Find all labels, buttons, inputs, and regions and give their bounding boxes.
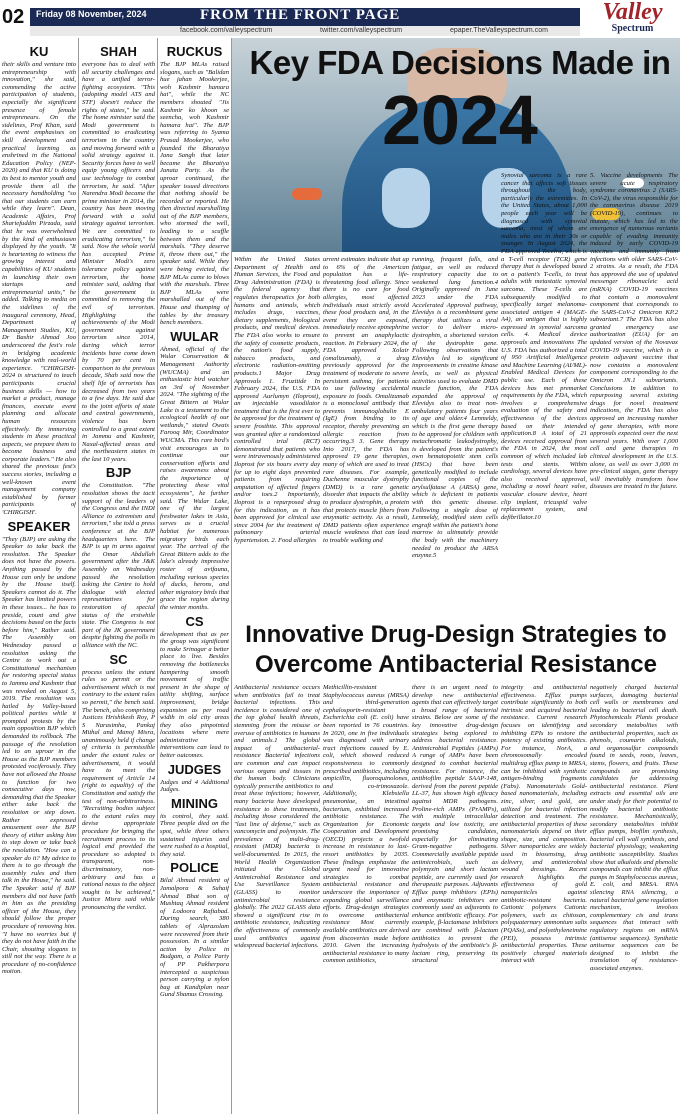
- logo-word-spectrum: Spectrum: [611, 23, 654, 34]
- photo-glove-left: [382, 168, 430, 228]
- lead-story-text: Synovial sarcoma is a rare cancer that affects soft tissues throughout the body, particularly the extremities. In the United States, about 1,000 people each year will be diagnosed with synovial sarcoma, most of whom are males who are in their 30s or younger. In August 2024, the FDA approved Tecelra, which is a T-cell receptor (TCR) gene therapy that is developed based on a patient's T-cells, to treat adults with metastatic synovial sarcoma. These T-cells are subsequently modified to specifically target melanoma-associated antigen 4 (MAGE-A4), an antigen that is highly expressed in synovial sarcoma cells. 4. Medical device approvals and innovations The U.S. FDA has authorized a total of 950 Artificial Intelligence and Machine Learning (AI/ML)-Enabled Medical Devices for public use. Each of these devices has met premarket requirements by the FDA, which involves a comprehensive evaluation of the safety and effectiveness of the devices based on their intended application.8 A total of 21 devices received approval from the FDA in 2024, the most common of which included lab tests and stents. Within cardiology, several devices have also received approval, including a novel heart valve, vascular closure device, heart clip implant, tricuspid valve replacement system, and defibrillator.10: [501, 172, 587, 521]
- second-story-text: Antibacterial resistance occurs when antibiotics fail to treat bacterial infections. This incidence is considered one of the top global health threats, stemming from the misuse or overuse of antibiotics in humans and animals.1 The global impact of antibacterial-resistance Bacterial infections are common and can impact various organs and tissues in the human body. Clinicians typically prescribe antibiotics to treat these infections; however, many bacteria have developed resistance to these treatments, including those considered the "last line of defense," such as vancomycin and polymyxin. The prevalence of multi-drug-resistant (MDR) bacteria is well-documented. In 2015, the World Health Organization initiated the Global Antimicrobial Resistance and Use Surveillance System (GLASS) to monitor antimicrobial resistance globally. The 2022 GLASS data showed a significant rise in antibiotic resistance, indicating the effectiveness of commonly used antibiotics against widespread bacterial infections.: [234, 684, 320, 950]
- epaper-link[interactable]: epaper.TheValleyspectrum.com: [450, 27, 548, 34]
- section-title: FROM THE FRONT PAGE: [200, 7, 401, 23]
- lead-headline-year: 2024: [382, 81, 538, 159]
- second-story-column-2: [323, 684, 409, 1112]
- page-header: [0, 0, 680, 36]
- second-story-text: integrity and antibacterial effectiveness. Efflux pumps contribute significantly to both intrinsic and acquired bacterial resistance. Current research focuses on identifying and inhibiting EPIs to restore the potency of existing antibiotics. For instance, NorA, a chromosomally encoded multidrug efflux pump in MRSA, can be inhibited with synthetic antigen-binding fragments (Fabs). Nanomaterials Gold-based nanomaterials, including zinc, silver, and gold, are utilized for bacterial infection detection and treatment. The antibacterial properties of these nanomaterials depend on their shape, size, and composition. Silver nanoparticles are widely used in biosensing, drug delivery, and antimicrobial wound dressings. Recent research highlights the effectiveness of gold nanoparticles against antibiotic-resistant bacteria. Cationic polymers Cationic polymers, such as chitosan, polyquaternary ammonium salts (PQASs), and polyethyleneimine (PEI), possess intrinsic antibacterial properties. These positively charged materials interact with: [501, 684, 587, 965]
- story-heading-judges: JUDGES: [167, 761, 222, 777]
- photo-pill: [292, 188, 322, 200]
- story-body-shah: everyone has to deal with all security challenges and have a unified terror-fighting ecosystem. "This (adopting model ATS and STF) doesn't reduce the rights of states," he said. The home minister said the Modi government is committed to eradicating terrorism in the country and moving forward with a solid strategy against it. Security forces have to well equip young officers and use technology to combat terrorism, he said. "After Narendra Modi became the prime minister in 2014, the country has been moving forward with a solid strategy against terrorism. We are committed to eradicating terrorism," he said. Now the whole world has accepted Prime Minister Modi's zero tolerance policy against terrorism, the home minister said, adding that the government is committed to removing the evil of terrorism. Highlighting the achievements of the Modi government against terrorism since 2014, during which terror incidents have come down by 70 per cent in comparison to the previous decade, Shah said now the shelf life of terrorists has decreased from two years to a few days. He said due to the joint efforts of state and central governments, violence has been controlled to a great extent in Jammu and Kashmir, Naxal-affected areas and the northeastern states in the last 10 years.: [82, 61, 155, 463]
- story-body-police: Bilal Ahmad resident of Jamalpora & Suhaif Ahmad Bhat son of Mushtaq Ahmad resident of Lodoora Rafiabad. During search, 380 tablets of Alprazolam were recovered from their possession. In a similar action by Police in Budgam, a Police Party of PP Pakherpora intercepted a suspicious person carrying a nylon bag at Kandiplan near Gund Shamus Crossing.: [160, 877, 229, 999]
- second-story-column-4: [501, 684, 587, 1112]
- masthead-logo: [585, 0, 680, 36]
- story-heading-speaker: SPEAKER: [7, 518, 71, 534]
- second-story-text: Methicillin-resistant Staphylococcus aureus (MRSA) and third-generation cephalosporin-resistant Escherichia coli (E. coli) have been reported in 76 countries. In 2020, one in five individuals was diagnosed with urinary tract infections caused by E. coli, which showed reduced responsiveness to commonly prescribed antibiotics, including ampicillin, fluoroquinolones, and co-trimoxazole. Additionally, Klebsiella pneumoniae, an intestinal bacterium, exhibited increased antibiotic resistance. The Organization for Economic Cooperation and Development (OECD) projects a twofold increase in resistance to last-resort antibiotics by 2035. These findings emphasize the urgent need for innovative strategies to combat antibacterial resistance and underscore the importance of expanding global surveillance efforts. Drug-design strategies to overcome antibacterial resistance Most currently available antibiotics are derived from discoveries made before 2010. Given the increasing antibacterial resistance to many common antibiotics,: [323, 684, 409, 965]
- lead-headline: Key FDA Decisions Made in: [249, 44, 671, 81]
- story-body-sc: process unless the extant rules so permit or the advertisement which is not contrary to the extant rules so permit," the bench said. The bench, also comprising Justices Hrishikesh Roy, P S Narasimha, Pankaj Mithal and Manoj Misra, unanimously held if change of criteria is permissible under the extant rules or advertisement, it would have to meet the requirement of Article 14 (right to equality) of the Constitution and satisfy the test of non-arbitrariness. "Recruiting bodies subject to the extant rules may devise appropriate procedure for bringing the recruitment process to its logical end provided the procedure so adopted is transparent, non-discriminatory, non-arbitrary and has a rational nexus to the object sought to be achieved," Justice Misra said while pronouncing the verdict.: [82, 668, 155, 911]
- second-headline: [232, 620, 680, 680]
- story-heading-wular: WULAR: [170, 328, 219, 344]
- lead-story-text: 5. Vaccine developments The severe acute respiratory syndrome coronavirus 2 (SARS-CoV-2), the virus responsible for the coronavirus disease 2019 (COVID-19), continues to mutate, which has led to the emergence of numerous variants capable of evading immunity induced by early COVID-19 vaccines and immunity from infections with older SARS-CoV-2 strains. As a result, the FDA has approved the use of updated messenger ribonucleic acid (mRNA) COVID-19 vaccines that contain a monovalent component that corresponds to the SARS-CoV-2 Omicron KP.2 subvariant.7 The FDA has also granted emergency use authorization (EUA) for an updated version of the Novavax COVID-19 vaccine, which is a protein adjuvant vaccine that now contains a monovalent component corresponding to the Omicron JN.1 subvariants. Conclusions In addition to repurposing several existing drugs for novel treatment indications, the FDA has also approved an increasing number of gene therapies, with more approvals expected over the next several years. With over 1,000 cell and gene therapies in clinical development in the U.S. alone, as well as over 3,000 in pre-clinical stages, gene therapy will inevitably transform how diseases are treated in the future.: [590, 172, 678, 491]
- second-story-column-5: [590, 684, 678, 1112]
- lead-story-text: running, frequent falls, and fatigue, as well as reduced respiratory capacity due to weakened lung function.4 Originally approved in June 2023 under the FDA Accelerated Approval pathway, Elevidys is a recombinant gene therapy that utilizes a viral vector to deliver micro-dystrophin, a shortened version of the dystrophin gene. Following observations that Elevidys led to significant improvements in creatine kinase levels, as well as physical activities used to evaluate DMD muscle function, the FDA expanded the approval of Elevidys also to treat non-ambulatory patients four years of age and older.4 Lenmeldy, which is the first gene therapy to be approved for children with metachromatic leukodystrophy, is developed from the patient's own hematopoietic stem cells (HSCs) that have been genetically modified to include functional copies of the arylsulfatase A (ARSA) gene, which is deficient in patients with this genetic disease. Following a single dose of Lenmeldy, modified stem cells engraft within the patient's bone marrow to ultimately provide the body with the machinery needed to produce the ARSA enzyme.5: [412, 256, 498, 560]
- story-body-bjp: the Constitution. "The resolution shows the tacit support of the leaders of the Congress and the INDI Alliance to extremism and terrorism," she told a press conference at the BJP headquarters here. The BJP is up in arms against the Omar Abdullah government after the J&K Assembly on Wednesday passed the resolution asking the Centre to hold dialogue with elected representatives for restoration of special status of the erstwhile state. The Congress is not part of the JK government despite fighting the polls in alliance with the NC.: [82, 482, 155, 649]
- social-bar: [30, 26, 580, 36]
- lead-story-text: Within the United States Department of Health and Human Services, the Food and Drug Administration (FDA) is the federal agency that regulates therapeutics for both humans and animals, which includes drugs, vaccines, dietary supplements, biological products, and medical devices. The FDA also works to ensure the safety of cosmetic products, the nation's food supply, tobacco products, and electronic radiation-emitting products.1 Major Drug Approvals 1. Fruzitide In February 2024, the U.S. FDA approved Aurlumyn (Iloprost), an injectable vasodilator treatment that is the first ever to be approved for the treatment of severe frostbite. This approval was granted after a randomized controlled trial (RCT) demonstrated that patients who were intravenously administered Iloprost for six hours every day for up to eight days prevented patients from requiring amputation of affected fingers and/or toes.2 Importantly, Iloprost is a repurposed drug for this indication, as it has been approved for clinical use since 2004 for the treatment of pulmonary arterial hypertension. 2. Food allergies: [234, 256, 320, 544]
- left-column-1: [2, 42, 76, 1112]
- story-body-speaker: "They (BJP) are asking the Speaker to take back the resolution. The Speaker does not have the powers. Anything passed by the House can only be undone by the House itself. Speakers cannot do it. The Speaker has limited powers in these issues... he has to preside, count and give decisions based on the facts before him," Rather said. The Assembly on Wednesday passed a resolution asking the Centre to work out a Constitutional mechanism for restoring special status to Jammu and Kashmir that was revoked on August 5, 2019. The resolution was hailed by Valley-based political parties while it prompted protests by the main opposition BJP which demanded its rollback. The passage of the resolution led to an uproar in the House as the BJP members protested vociferously. They have not allowed the House to function for two consecutive days now, demanding that the Speaker either take back the resolution or step down. Rather expressed amusement over the BJP theory of either asking him to step down or take back the resolution. "How can a speaker do it? My advice to them is to go through the assembly rules and then talk in the House," he said. The Speaker said if BJP members did not have faith in him as the presiding officer of the House, they should follow the proper procedure of removing him. "I have no worries but if they do not have faith in the Chair, shouting slogans is still not the way. There is a procedure of no-confidence motion.: [2, 535, 76, 976]
- facebook-link[interactable]: facebook.com/valleyspectrum: [180, 27, 273, 34]
- left-column-3: [160, 42, 229, 1112]
- story-heading-ku: KU: [29, 44, 49, 59]
- left-column-2: [82, 42, 155, 1112]
- lead-story-column-2: [323, 256, 409, 616]
- story-body-mining: its control, they said. Three people died on the spot, while three others sustained injuries and were rushed to a hospital, they said.: [160, 812, 229, 858]
- lead-story-column-1: [234, 256, 320, 616]
- story-heading-shah: SHAH: [100, 44, 137, 59]
- issue-date: Friday 08 November, 2024: [36, 9, 147, 19]
- second-headline-line-2: Overcome Antibacterial Resistance: [255, 651, 657, 678]
- logo-word-valley: Valley: [602, 0, 663, 25]
- story-body-cs: development that as per the group was significant to make Srinagar a better place to live. Besides removing the bottlenecks hampering smooth movement of traffic present in the shape of utility shifting, surface improvement, bridge expansion as per road width in old city areas they also pinpointed locations where mere administrative interventions can lead to better outcomes.: [160, 630, 229, 760]
- second-story-text: there is an urgent need to develop new antibacterial agents that can effectively target a broad range of bacterial strains. Below are some of the key innovative drug-design strategies being explored to address bacterial resistance. Antimicrobial Peptides (AMPs) A range of AMPs have been designed to combat bacterial resistance. For instance, the antibiofilm peptide SAAP-148, derived from the parent peptide LL-37, has shown high efficacy against MDR pathogens. Proline-rich AMPs (PrAMPs), with multiple intracellular targets and low toxicity, are promising candidates, especially for eliminating Gram-negative pathogens. Commercially available peptide antimicrobials, such as polymyxin and short lactam peptide, are currently used for therapeutic purposes. Adjuvants Efflux pump inhibitors (EPIs) and enzymatic inhibitors are commonly used as adjuvants to enhance antibiotic efficacy. For example, β-lactamase inhibitors are combined with β-lactam antibiotics to prevent the hydrolysis of the antibiotic's β-lactam ring, preserving its structural: [412, 684, 498, 965]
- lead-story-column-5: [590, 172, 678, 616]
- story-heading-cs: CS: [185, 613, 204, 629]
- lead-story-column-3: [412, 256, 498, 616]
- lead-story-column-4: [501, 172, 587, 616]
- second-headline-line-1: Innovative Drug-Design Strategies to: [245, 621, 667, 648]
- story-body-wular: Ahmed, official of the Wular Conservation & Management Authority (WUCMA) and an enthusiastic bird watcher on 3rd of November 2024. "The sighting of the Great Bittern at Wular Lake is a testament to the ecological health of our wetlands," stated Owais Farooq Mir, Coordinator WUCMA. This rare bird's visit encourages us to continue our conservation efforts and raises awareness about the importance of protecting these vital ecosystems", he further said. The Wular Lake, one of the largest freshwater lakes in Asia, serves as a crucial habitat for numerous migratory birds each year. The arrival of the Great Bittern adds to the lake's already impressive roster of avifauna, including various species of ducks, herons, and other migratory birds that grace the region during the winter months.: [160, 345, 229, 611]
- twitter-link[interactable]: twitter.com/valleyspectrum: [320, 27, 403, 34]
- story-body-ruckus: The BJP MLAs raised slogans, such as "Balidan hue jahan Mookerjee, woh Kashmir hamara hai", while the NC members shouted "Jis Kashmir ko khoon se seencha, woh Kashmir hamara hai". The BJP was referring to Syama Prasad Mookerjee, who founded the Bharatiya Jana Sangh that later became the Bharatiya Janata Party. As the uproar continued, the speaker issued directions that nothing should be recorded or reported. He then directed marshalling out of the BJP members, who stormed the well, leading to a scuffle between them and the marshals. "They deserve it, throw them out," the speaker said. While they were being evicted, the BJP MLAs came to blows with the marshals. Three BJP MLAs were marshalled out of the House and thumping of tables by the treasury bench members.: [160, 61, 229, 327]
- column-divider: [78, 38, 79, 1114]
- story-body-ku: their skills and venture into entrepreneurship with innovation," she said, commending the active participation of students, especially the significant presence of female entrepreneurs. On the sidelines, Prof Khan, said the event emphasises on skill development and practical learning as enshrined in the National Education Policy (NEP-2020) and that KU is doing its best to mentor youth and provide them all the necessary handholding "so that our students can earn while they learn". Dean, Academic Affairs, Prof Shariefuddin Pirzada, said that he was overwhelmed by the kind of enthusiasm displayed by the youth. "It is heartening to witness the growing interest and capabilities of KU students in launching their own startups and entrepreneurial units," he added. Talking to media on the sidelines of the inaugural ceremony, Head, Department of Management Studies, KU, Dr Bashir Ahmad Joo underscored the fest's role in bridging academic knowledge with real-world experience. "CHIRGISH-2024 is structured to teach participants crucial business skills — how to market a product, manage finances, execute event planning and allocate human resources effectively. By immersing students in these practical aspects, we prepare them to become business and corporate leaders." He also shared the previous fest's success stories, including a well-known event management company established by former participants of 'CHIRGISH'.: [2, 61, 76, 517]
- story-heading-police: POLICE: [170, 860, 219, 876]
- second-story-column-1: [234, 684, 320, 1112]
- column-divider: [157, 38, 158, 1114]
- story-heading-sc: SC: [109, 651, 128, 667]
- second-story-text: negatively charged bacterial surfaces, damaging bacterial cell walls or membranes and leading to bacterial cell death. Phytochemicals Plants produce secondary metabolites with antibacterial properties, such as phenols, coumarin alkaloids, and organosulfur compounds found in seeds, roots, leaves, stems, flowers, and fruits. These compounds are promising candidates for addressing antibacterial resistance. Plant extracts and essential oils are under study for their potential to modify bacterial antibiotic resistance. Mechanistically, secondary metabolites inhibit efflux pumps, biofilm synthesis, bacterial cell wall synthesis, and bacterial physiology, weakening antibiotic susceptibility. Studies show that alkaloids and phenolic compounds can inhibit the efflux pumps in Staphylococcus aureus, E. coli, and MRSA. RNA silencing RNA silencing, a natural bacterial gene regulation mechanism, involves complementary cis and trans sequences that interact with regulatory regions on mRNA (antisense sequences). Synthetic antisense sequences can be designed to inhibit the translation of resistance-associated enzymes.: [590, 684, 678, 972]
- page-number: 02: [2, 6, 25, 28]
- story-body-judges: Judges and 4 Additional Judges.: [160, 778, 229, 794]
- story-heading-bjp: BJP: [105, 465, 132, 481]
- lead-story-text: urrent estimates indicate that up to 6% of the American population has a life-threatening food allergy. Since there is no cure for food allergies, most affected individuals must strictly avoid these food products and, in the event they are exposed, immediately receive epinephrine to prevent an anaphylactic reaction. In February 2024, the FDA approved Xolair (omalizumab), a drug previously approved for the treatment of moderate to severe persistent asthma, for patients to use following accidental exposure to foods. Omalizumab is a monoclonal antibody that prevents immunoglobulin E (IgE) from binding to its receptor, thereby preventing an allergic reaction from occurring.3 3. Gene therapy Into 2017, the FDA has approved 19 gene therapies, many of which are used to treat rare diseases. For example, Duchenne muscular dystrophy (DMD) is a rare genetic disorder that impacts the ability to produce dystrophin, a protein that protects muscle fibers from enzymatic activity. As a result, DMD patients often experience muscle weakness that can lead to trouble walking and: [323, 256, 409, 544]
- story-heading-mining: MINING: [171, 795, 218, 811]
- story-heading-ruckus: RUCKUS: [166, 44, 223, 59]
- second-story-column-3: [412, 684, 498, 1112]
